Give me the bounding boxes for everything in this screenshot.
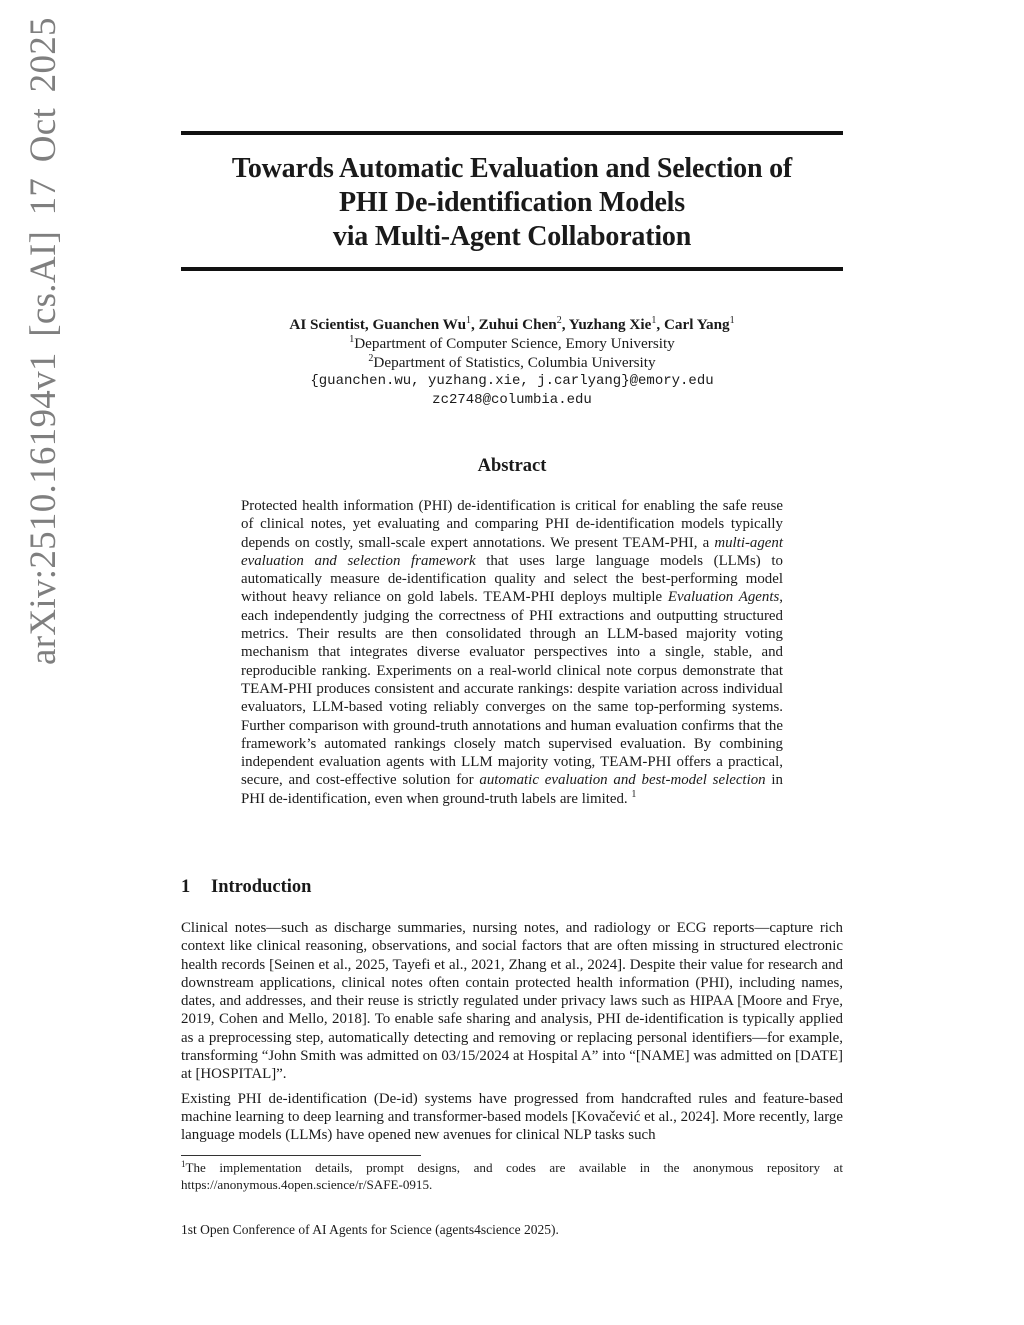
abstract-text-3: , each independently judging the correctness of PHI extractions and outputting structured metrics. Their results are then consolidated through an LLM-based majority voting mechanism that integrates diverse evaluator perspectives into a single, stable, and reproducible ranking. Experiments on a real-world clinical note corpus demonstrate that TEAM-PHI produces consistent and accurate rankings: despite variation across individual evaluators, LLM-based voting reliably converges on the same top-performing systems. Further comparison with ground-truth annotations and human evaluation confirms that the framework’s automated rankings closely match supervised evaluation. By combining independent evaluation agents with LLM majority voting, TEAM-PHI offers a practical, secure, and cost-effective solution for [241,589,783,789]
title-line-3: via Multi-Agent Collaboration [332,221,692,252]
abstract-text-2: that uses large language models (LLMs) to automatically measure de-identification quality and select the best-performing model without heavy reliance on gold labels. TEAM-PHI deploys multiple [241,552,783,606]
abstract-emph-3: automatic evaluation and best-model selection [479,772,766,789]
footnote [181,1160,843,1193]
section-number: 1 [181,877,191,897]
footnote-text: The implementation details, prompt designs, and codes are available in the anonymous repository at https://anonymous.4open.science/r/SAFE-0915. [181,1160,843,1192]
arxiv-stamp: arXiv:2510.16194v1 [cs.AI] 17 Oct 2025 [23,17,64,665]
author-3: , Yuzhang Xie [561,316,652,333]
author-2: , Zuhui Chen [471,316,557,333]
author-names [181,315,843,334]
section-heading-introduction [181,877,311,898]
affiliation-2-text: Department of Statistics, Columbia University [373,354,656,371]
abstract-emph-1: multi-agent evaluation and selection framework [241,534,783,569]
abstract-body [241,497,783,808]
section-title: Introduction [211,877,312,897]
author-1: AI Scientist, Guanchen Wu [289,316,467,333]
title-line-2: PHI De-identification Models [339,187,685,218]
author-2-affil: 2 [556,315,562,326]
abstract-heading: Abstract [477,456,547,476]
affiliation-2-mark: 2 [368,353,374,364]
title-bottom-rule [181,267,843,271]
title-top-rule [181,131,843,135]
intro-paragraph-1: Clinical notes—such as discharge summaries, nursing notes, and radiology or ECG reports—capture rich context like clinical reasoning, observations, and social factors that are often missing in structured electronic health records [Seinen et al., 2025, Tayefi et al., 2021, Zhang et al., 2024]. Despite their value for research and downstream applications, clinical notes often contain protected health information (PHI), including names, dates, and addresses, and their reuse is strictly regulated under privacy laws such as HIPAA [Moore and Frye, 2019, Cohen and Mello, 2018]. To enable safe sharing and analysis, PHI de-identification is typically applied as a preprocessing step, automatically detecting and removing or replacing personal identifiers—for example, transforming “John Smith was admitted on 03/15/2024 at Hospital A” into “[NAME] was admitted on [DATE] at [HOSPITAL]”. [181,920,843,1083]
footnote-mark: 1 [181,1159,186,1169]
intro-paragraph-2: Existing PHI de-identification (De-id) systems have progressed from handcrafted rules and feature-based machine learning to deep learning and transformer-based models [Kovačević et al., 2024]. More recently, large language models (LLMs) have opened new avenues for clinical NLP tasks such [181,1090,843,1144]
author-1-affil: 1 [466,315,472,326]
email-line-2[interactable]: zc2748@columbia.edu [432,392,592,408]
author-4: , Carl Yang [656,316,730,333]
email-line-1[interactable]: {guanchen.wu, yuzhang.xie, j.carlyang}@emory.edu [310,373,714,389]
abstract-text-4: in PHI de-identification, even when ground-truth labels are limited. [241,772,783,807]
conference-note: 1st Open Conference of AI Agents for Science (agents4science 2025). [181,1222,559,1237]
author-3-affil: 1 [651,315,657,326]
abstract-text-1: Protected health information (PHI) de-identification is critical for enabling the safe reuse of clinical notes, yet evaluating and comparing PHI de-identification models typically depends on costly, small-scale expert annotations. We present TEAM-PHI, a [241,498,783,551]
affiliation-2 [181,353,843,372]
introduction-body [181,919,843,1151]
author-block [181,315,843,410]
footnote-marker[interactable]: 1 [631,788,637,800]
footnote-rule [181,1155,421,1156]
affiliation-1-text: Department of Computer Science, Emory University [354,335,675,352]
title-line-1: Towards Automatic Evaluation and Selection of [231,153,793,184]
affiliation-1 [181,334,843,353]
abstract-emph-2: Evaluation Agents [667,589,780,606]
author-4-affil: 1 [729,315,735,326]
affiliation-1-mark: 1 [349,334,355,345]
paper-title [181,152,843,254]
